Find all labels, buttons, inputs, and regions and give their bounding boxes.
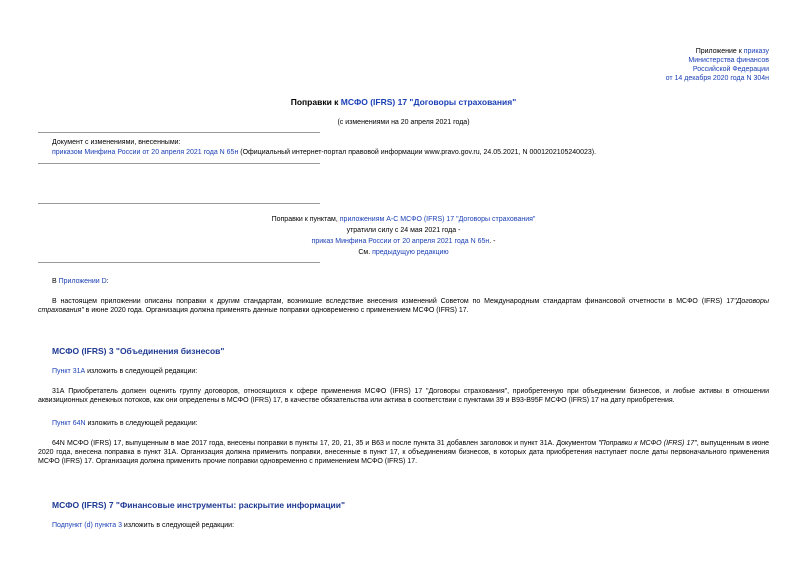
section-heading-ifrs3: МСФО (IFRS) 3 "Объединения бизнесов" <box>52 346 225 356</box>
item-64n-link[interactable]: Пункт 64N <box>52 420 86 427</box>
header-line-4[interactable]: от 14 декабря 2020 года N 304н <box>665 75 769 82</box>
divider <box>38 132 320 133</box>
order-65n-link[interactable]: приказ Минфина России от 20 апреля 2021 года N 65н <box>311 238 490 245</box>
changes-line: приказом Минфина России от 20 апреля 2021 года N 65н (Официальный интернет-портал правовой информации www.pravo.gov.ru, 24.05.2021, N 0001202105240023). <box>52 149 597 156</box>
page-title: Поправки к МСФО (IFRS) 17 "Договоры страхования" <box>290 97 517 107</box>
divider <box>38 203 320 204</box>
paragraph-64n: 64N МСФО (IFRS) 17, выпущенным в мае 2017 года, внесены поправки в пункты 17, 20, 21, 35 и B63 и после пункта 31 добавлен заголовок и пункт 31А. Документом "Поправки к МСФО (IFRS) 17", выпущенным в июне 2020 года, внесена поправка в пункт 31А. Организация должна применить поправки, внесенные в пункт 17, к объединениям бизнесов, в которых дата приобретения наступает после даты первоначального применения МСФО (IFRS) 17. Организация должна применить прочие поправки одновременно с применением МСФО (IFRS) 17. <box>38 440 770 465</box>
appendix-d-link[interactable]: Приложении D <box>58 278 107 285</box>
notice-line-1: Поправки к пунктам, приложениям A-C МСФО (IFRS) 17 "Договоры страхования" <box>271 216 536 223</box>
item-64n-line: Пункт 64N изложить в следующей редакции: <box>52 420 198 427</box>
paragraph-31a: 31А Приобретатель должен оценить группу договоров, относящихся к сфере применения МСФО (IFRS) 17 "Договоры страхования", приобретенную при объединении бизнесов, и любые активы в отношении аквизиционных денежных потоков, как они определены в МСФО (IFRS) 17, в качестве обязательства или актива в соответствии с пунктами 39 и B93-B95F МСФО (IFRS) 17 на дату приобретения. <box>38 388 769 404</box>
item-31a-line: Пункт 31А изложить в следующей редакции: <box>52 368 198 375</box>
title-link[interactable]: МСФО (IFRS) 17 "Договоры страхования" <box>340 97 517 107</box>
changes-link[interactable]: приказом Минфина России от 20 апреля 2021 года N 65н <box>52 149 239 156</box>
notice-line-2: утратили силу с 24 мая 2021 года - <box>346 227 461 234</box>
item-3d-line: Подпункт (d) пункта 3 изложить в следующей редакции: <box>52 522 235 529</box>
appendices-link[interactable]: приложениям A-C МСФО (IFRS) 17 "Договоры страхования" <box>339 216 536 223</box>
previous-edition-link[interactable]: предыдущую редакцию <box>372 249 449 256</box>
notice-line-4: См. предыдущую редакцию <box>358 249 449 256</box>
order-link[interactable]: приказу <box>743 48 769 55</box>
document-header <box>509 47 769 83</box>
divider <box>38 163 320 164</box>
notice-line-3: приказ Минфина России от 20 апреля 2021 года N 65н. - <box>311 238 496 245</box>
item-31a-link[interactable]: Пункт 31А <box>52 368 86 375</box>
changes-label: Документ с изменениями, внесенными: <box>52 139 181 146</box>
item-3d-link[interactable]: Подпункт (d) пункта 3 <box>52 522 122 529</box>
header-line-1: Приложение к приказу <box>695 48 769 55</box>
header-line-3[interactable]: Российской Федерации <box>692 66 769 73</box>
intro-paragraph: В настоящем приложении описаны поправки к другим стандартам, возникшие вследствие внесения изменений Советом по Международным стандартам финансовой отчетности в МСФО (IFRS) 17"Договоры страхования" в июне 2020 года. Организация должна применять данные поправки одновременно с применением МСФО (IFRS) 17. <box>38 298 769 314</box>
appendix-line: В Приложении D: <box>52 278 109 285</box>
section-heading-ifrs7: МСФО (IFRS) 7 "Финансовые инструменты: раскрытие информации" <box>52 500 346 510</box>
page-subtitle: (с изменениями на 20 апреля 2021 года) <box>337 119 470 126</box>
header-line-2[interactable]: Министерства финансов <box>688 57 769 64</box>
divider <box>38 262 320 263</box>
